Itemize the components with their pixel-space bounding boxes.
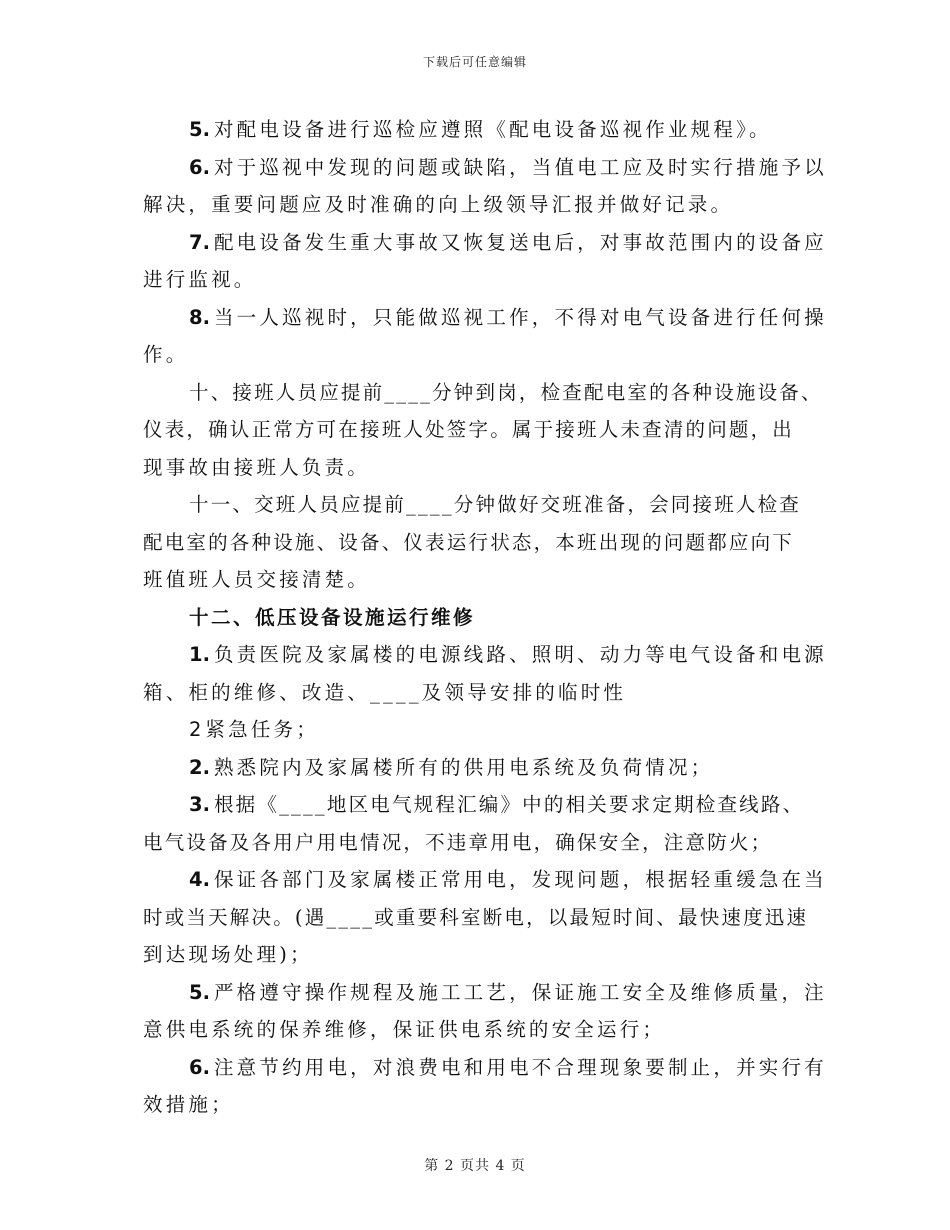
item-text: 紧急任务； <box>205 718 319 741</box>
section-10-line-1: 十、接班人员应提前____分钟到岗，检查配电室的各种设施设备、 <box>189 380 823 404</box>
item-number: 5. <box>189 980 210 1004</box>
task-6-line-2: 效措施； <box>143 1093 234 1116</box>
item-text: 注意节约用电，对浪费电和用电不合理现象要制止，并实行有 <box>213 1055 827 1079</box>
document-body <box>143 111 827 1124</box>
task-3-line-1 <box>143 786 813 824</box>
item-text: 严格遵守操作规程及施工工艺，保证施工安全及维修质量，注 <box>213 980 827 1004</box>
section-11-line-2: 配电室的各种设施、设备、仪表运行状态，本班出现的问题都应向下 <box>143 530 795 554</box>
item-8-line-2: 作。 <box>143 343 189 366</box>
task-5-line-2: 意供电系统的保养维修，保证供电系统的安全运行； <box>143 1018 666 1041</box>
item-text: 对配电设备进行巡检应遵照《配电设备巡视作业规程》。 <box>213 118 772 141</box>
item-text: 根据《____地区电气规程汇编》中的相关要求定期检查线路、 <box>213 793 805 816</box>
section-11-line-1: 十一、交班人员应提前____分钟做好交班准备，会同接班人检查 <box>189 493 802 516</box>
task-2-line-1 <box>143 749 813 787</box>
item-text: 熟悉院内及家属楼所有的供用电系统及负荷情况； <box>213 755 714 779</box>
section-10-line-3: 现事故由接班人负责。 <box>143 455 371 479</box>
section-10-line-2: 仪表，确认正常方可在接班人处签字。属于接班人未查清的问题，出 <box>143 418 795 441</box>
item-6-line-1 <box>143 149 827 187</box>
item-6-line-2: 解决，重要问题应及时准确的向上级领导汇报并做好记录。 <box>143 193 734 216</box>
item-text: 保证各部门及家属楼正常用电，发现问题，根据轻重缓急在当 <box>213 868 827 891</box>
task-1-line-3 <box>143 711 813 749</box>
task-4-line-1 <box>143 861 827 899</box>
item-number: 6. <box>189 1055 210 1079</box>
item-number: 1. <box>189 643 210 666</box>
item-text: 当一人巡视时，只能做巡视工作，不得对电气设备进行任何操 <box>213 305 827 329</box>
item-number: 2. <box>189 755 210 779</box>
task-4-line-2: 时或当天解决。(遇____或重要科室断电，以最短时间、最快速度迅速 <box>143 905 809 929</box>
task-1-line-1 <box>143 636 827 674</box>
item-number: 4. <box>189 868 210 891</box>
task-6-line-1 <box>143 1049 827 1087</box>
section-11-line-3: 班值班人员交接清楚。 <box>143 568 371 591</box>
item-text: 对于巡视中发现的问题或缺陷，当值电工应及时实行措施予以 <box>213 155 827 179</box>
item-7-line-1 <box>143 224 827 262</box>
item-number: 5. <box>189 118 210 141</box>
task-3-line-2: 电气设备及各用户用电情况，不违章用电，确保安全，注意防火； <box>143 830 773 854</box>
task-5-line-1 <box>143 974 827 1012</box>
item-text: 配电设备发生重大事故又恢复送电后，对事故范围内的设备应 <box>213 230 827 254</box>
task-1-line-2: 箱、柜的维修、改造、____及领导安排的临时性 <box>143 680 627 704</box>
item-number: 8. <box>189 305 210 329</box>
item-number: 2 <box>189 718 202 741</box>
item-5-line-1 <box>143 111 813 149</box>
section-12-heading: 十二、低压设备设施运行维修 <box>189 605 476 629</box>
page-footer: 第 2 页共 4 页 <box>424 1158 526 1174</box>
item-8-line-1 <box>143 299 827 337</box>
item-number: 7. <box>189 230 210 254</box>
item-7-line-2: 进行监视。 <box>143 268 257 291</box>
page-header: 下载后可任意编辑 <box>422 55 527 69</box>
task-4-line-3: 到达现场处理)； <box>143 943 313 966</box>
item-number: 3. <box>189 793 210 816</box>
item-number: 6. <box>189 155 210 179</box>
item-text: 负责医院及家属楼的电源线路、照明、动力等电气设备和电源 <box>213 643 827 666</box>
